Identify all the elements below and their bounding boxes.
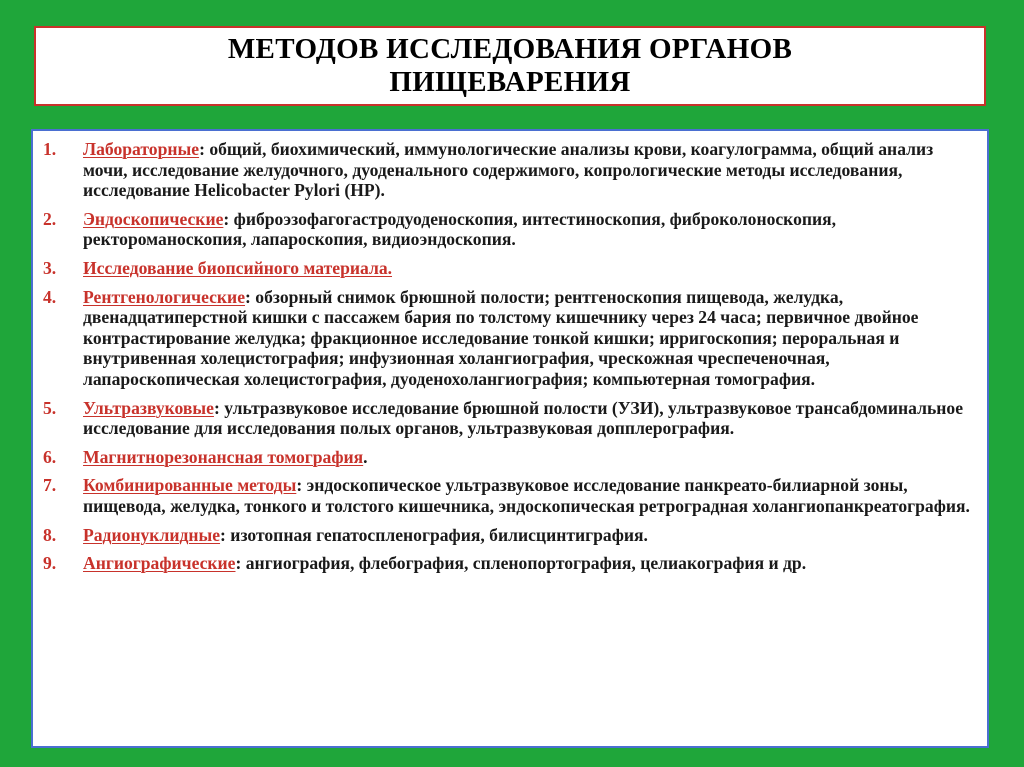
method-separator: :: [296, 475, 303, 496]
method-item-endoscopic: [43, 209, 973, 250]
method-term: Исследование биопсийного материала.: [83, 257, 393, 278]
title-box: [34, 26, 986, 106]
method-item-biopsy: [43, 258, 973, 279]
method-description: обзорный снимок брюшной полости; рентгеноскопия пищевода, желудка, двенадцатиперстной кишки с пассажем бария по толстому кишечнику через 24 часа; первичное двойное контрастирование желудка; фракционное исследование тонкой кишки; ирригоскопия; пероральная и внутривенная холецистография; инфузионная холангиография, чрескожная чреспеченочная, лапароскопическая холецистография, дуоденохолангиография; компьютерная томография.: [83, 286, 919, 389]
method-item-angiographic: [43, 553, 973, 574]
method-item-ultrasound: [43, 398, 973, 439]
method-number: 3.: [43, 257, 57, 278]
method-description: фиброэзофагогастродуоденоскопия, интестиноскопия, фиброколоноскопия, ректороманоскопия, лапароскопия, видиоэндоскопия.: [83, 208, 837, 250]
method-separator: :: [199, 139, 205, 159]
method-separator: :: [213, 397, 220, 418]
method-term: Эндоскопические: [83, 208, 224, 229]
method-term: Комбинированные методы: [83, 475, 297, 496]
method-item-radionuclide: [43, 525, 973, 546]
slide-title-line-2: ПИЩЕВАРЕНИЯ: [389, 66, 631, 98]
method-number: 6.: [43, 446, 57, 467]
method-separator: .: [363, 446, 368, 467]
method-separator: :: [223, 208, 230, 229]
method-item-laboratory: [43, 139, 973, 201]
method-number: 9.: [43, 553, 57, 574]
slide-title-line-1: МЕТОДОВ ИССЛЕДОВАНИЯ ОРГАНОВ: [227, 33, 793, 65]
method-description: ангиография, флебография, спленопортография, целиакография и др.: [241, 553, 807, 574]
method-separator: :: [245, 286, 251, 307]
method-number: 8.: [43, 524, 57, 545]
method-description: изотопная гепатоспленография, билисцинтиграфия.: [225, 524, 648, 545]
method-number: 1.: [43, 139, 57, 159]
method-item-radiologic: [43, 287, 973, 390]
methods-list: [43, 139, 973, 574]
methods-content-box: [31, 129, 989, 748]
method-term: Рентгенологические: [83, 286, 246, 307]
method-description: общий, биохимический, иммунологические анализы крови, коагулограмма, общий анализ мочи, исследование желудочного, дуоденального содержимого, копрологические методы исследования, исследование Helicobacter Pylori (HP).: [83, 139, 934, 201]
method-term: Радионуклидные: [83, 524, 221, 545]
method-separator: :: [235, 553, 242, 574]
method-number: 5.: [43, 397, 57, 418]
method-number: 7.: [43, 475, 57, 496]
method-number: 4.: [43, 286, 57, 307]
method-term: Магнитнорезонансная томография: [83, 446, 364, 467]
method-separator: :: [220, 524, 226, 545]
method-term: Лабораторные: [83, 139, 200, 159]
method-term: Ангиографические: [83, 553, 236, 574]
method-item-combined: [43, 475, 973, 516]
method-description: ультразвуковое исследование брюшной полости (УЗИ), ультразвуковое трансабдоминальное исследование для исследования полых органов, ультразвуковая допплерография.: [83, 397, 964, 439]
method-item-mri: [43, 447, 973, 468]
method-term: Ультразвуковые: [83, 397, 214, 418]
method-description: эндоскопическое ультразвуковое исследование панкреато-билиарной зоны, пищевода, желудка, тонкого и толстого кишечника, эндоскопическая ретроградная холангиопанкреатография.: [83, 475, 970, 516]
method-number: 2.: [43, 208, 57, 229]
